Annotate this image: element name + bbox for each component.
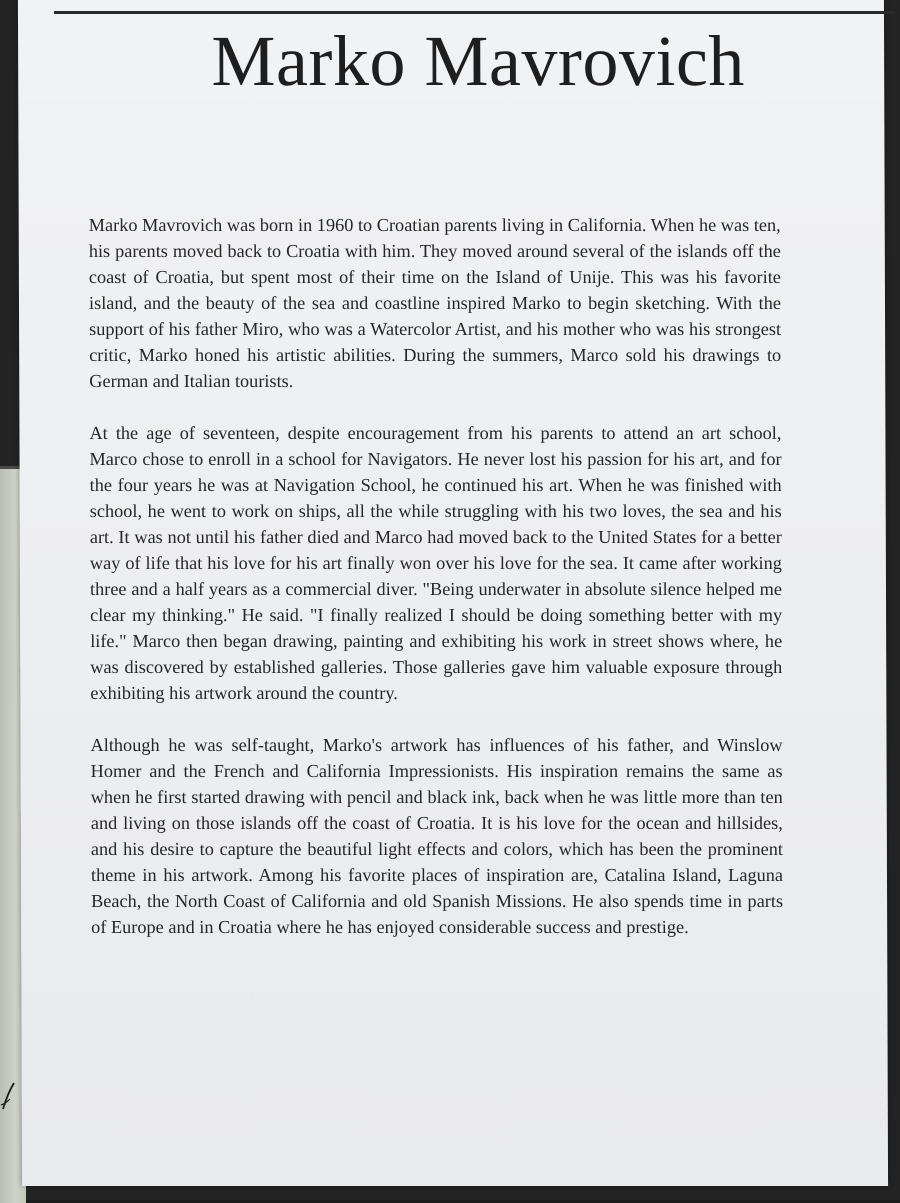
biography-paragraph: Although he was self-taught, Marko's artwork has influences of his father, and Winslow Homer and the French and California Impressionists. His inspiration remains the same as when he first started drawing with pencil and black ink, back when he was little more than ten and living on those islands off the coast of Croatia. It is his love for the ocean and hillsides, and his desire to capture the beautiful light effects and colors, which has been the prominent theme in his artwork. Among his favorite places of inspiration are, Catalina Island, Laguna Beach, the North Coast of California and old Spanish Missions. He also spends time in parts of Europe and in Croatia where he has enjoyed considerable success and prestige. — [90, 735, 784, 937]
biography-sheet — [18, 0, 888, 1186]
biography-paragraph: Marko Mavrovich was born in 1960 to Croatian parents living in California. When he was ten, his parents moved back to Croatia with him. They moved around several of the islands off the coast of Croatia, but spent most of their time on the Island of Unije. This was his favorite island, and the beauty of the sea and coastline inspired Marko to begin sketching. With the support of his father Miro, who was a Watercolor Artist, and his mother who was his strongest critic, Marko honed his artistic abilities. During the summers, Marco sold his drawings to German and Italian tourists. — [88, 215, 782, 391]
page-title: Marko Mavrovich — [211, 21, 745, 101]
signature-stroke-icon — [0, 1081, 16, 1111]
biography-paragraph: At the age of seventeen, despite encouragement from his parents to attend an art school, Marco chose to enroll in a school for Navigators. He never lost his passion for his art, and for the four years he was at Navigation School, he continued his art. When he was finished with school, he went to work on ships, all the while struggling with his two loves, the sea and his art. It was not until his father died and Marco had moved back to the United States for a better way of life that his love for his art finally won over his love for the sea. It came after working three and a half years as a commercial diver. "Being underwater in absolute silence helped me clear my thinking." He said. "I finally realized I should be doing something better with my life." Marco then began drawing, painting and exhibiting his work in street shows where, he was discovered by established galleries. Those galleries gave him valuable exposure through exhibiting his artwork around the country. — [89, 423, 783, 703]
top-divider-rule — [54, 11, 895, 14]
biography-body — [89, 212, 784, 966]
